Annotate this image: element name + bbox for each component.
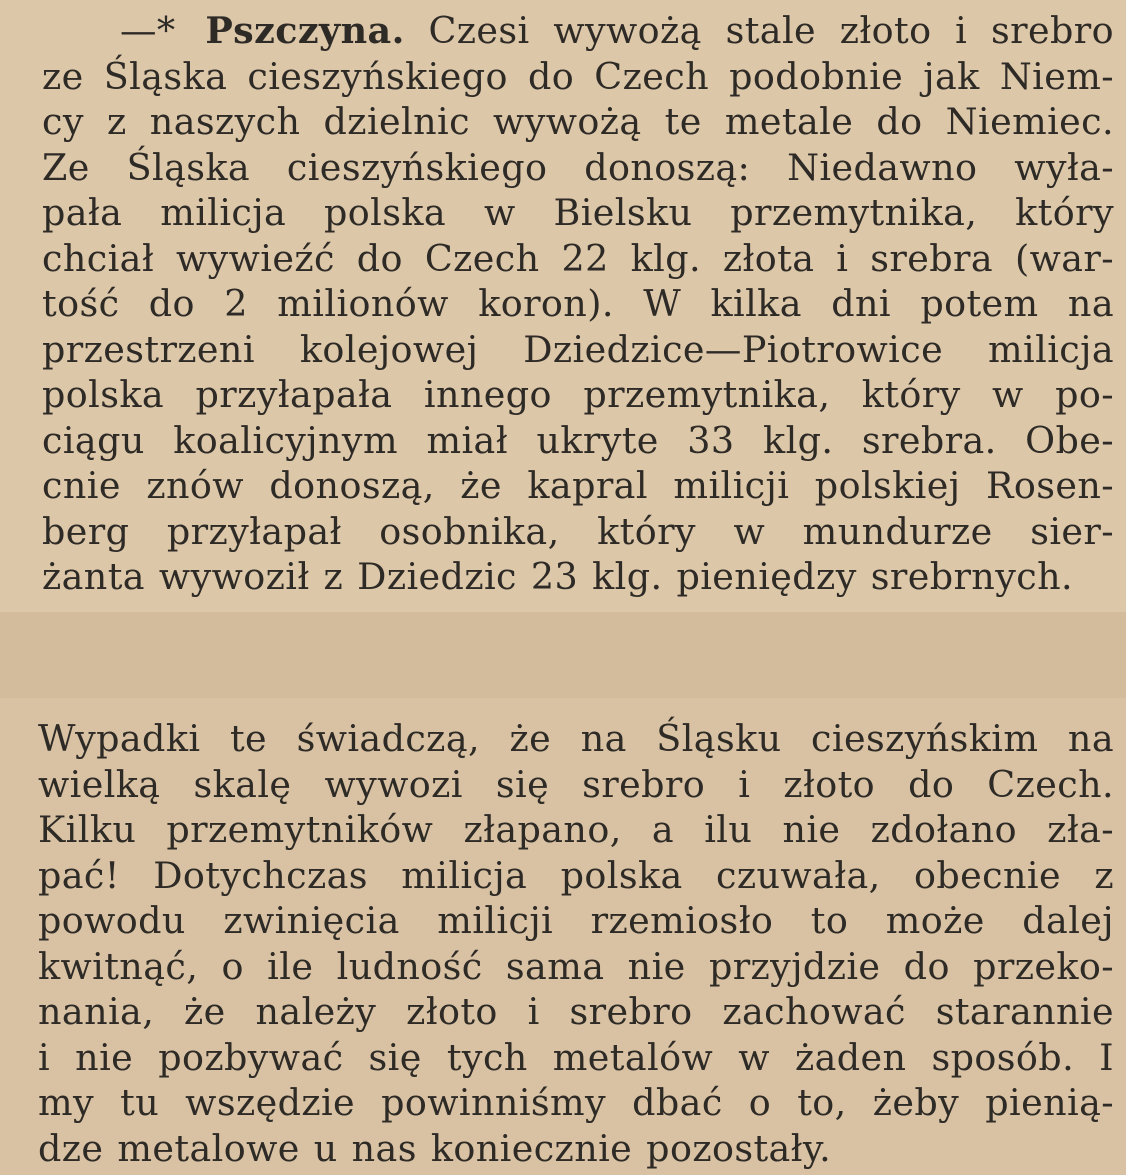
text-line: nania, że należy złoto i srebro zachować starannie xyxy=(38,990,1114,1033)
text-line: polska przyłapała innego przemytnika, który w po- xyxy=(42,373,1114,416)
article-top-first-line-text: Czesi wywożą stale złoto i srebro xyxy=(428,9,1114,52)
text-line: wielką skalę wywozi się srebro i złoto do Czech. xyxy=(38,762,1114,806)
text-line: ze Śląska cieszyńskiego do Czech podobnie jak Niem- xyxy=(42,54,1114,98)
text-line: żanta wywoził z Dziedzic 23 klg. pieniędzy srebrnych. xyxy=(42,555,1073,598)
text-line: powodu zwinięcia milicji rzemiosło to może dalej xyxy=(38,899,1114,942)
text-line: i nie pozbywać się tych metalów w żaden sposób. I xyxy=(38,1035,1114,1079)
text-line: kwitnąć, o ile ludność sama nie przyjdzie do przeko- xyxy=(38,944,1114,988)
text-line: cnie znów donoszą, że kapral milicji polskiej Rosen- xyxy=(42,464,1114,507)
text-line: Kilku przemytników złapano, a ilu nie zdołano zła- xyxy=(38,808,1114,851)
text-line: przestrzeni kolejowej Dziedzice—Piotrowice milicja xyxy=(42,327,1114,371)
article-top-first-line xyxy=(42,8,1114,54)
text-line: pała milicja polska w Bielsku przemytnika, który xyxy=(42,191,1114,234)
text-line: pać! Dotychczas milicja polska czuwała, obecnie z xyxy=(38,853,1114,897)
text-line: Ze Śląska cieszyńskiego donoszą: Niedawno wyła- xyxy=(42,145,1114,189)
text-line: ciągu koalicyjnym miał ukryte 33 klg. srebra. Obe- xyxy=(42,418,1114,462)
text-line: dze metalowe u nas koniecznie pozostały. xyxy=(38,1126,832,1170)
text-line: Wypadki te świadczą, że na Śląsku cieszyńskim na xyxy=(38,717,1114,760)
text-line: my tu wszędzie powinniśmy dbać o to, żeby pienią- xyxy=(38,1081,1114,1124)
text-line: chciał wywieźć do Czech 22 klg. złota i srebra (war- xyxy=(42,236,1114,280)
article-bottom-section xyxy=(0,698,1126,1175)
text-line: cy z naszych dzielnic wywożą te metale do Niemiec. xyxy=(42,100,1114,143)
text-line: tość do 2 milionów koron). W kilka dni potem na xyxy=(42,282,1114,325)
text-line: berg przyłapał osobnika, który w mundurze sier- xyxy=(42,509,1114,553)
article-dash-marker: —* xyxy=(120,9,176,52)
article-top-paragraph xyxy=(42,8,1114,600)
article-bottom-paragraph xyxy=(38,716,1114,1171)
article-place-heading: Pszczyna. xyxy=(205,9,405,52)
clipping-separator xyxy=(0,612,1126,698)
